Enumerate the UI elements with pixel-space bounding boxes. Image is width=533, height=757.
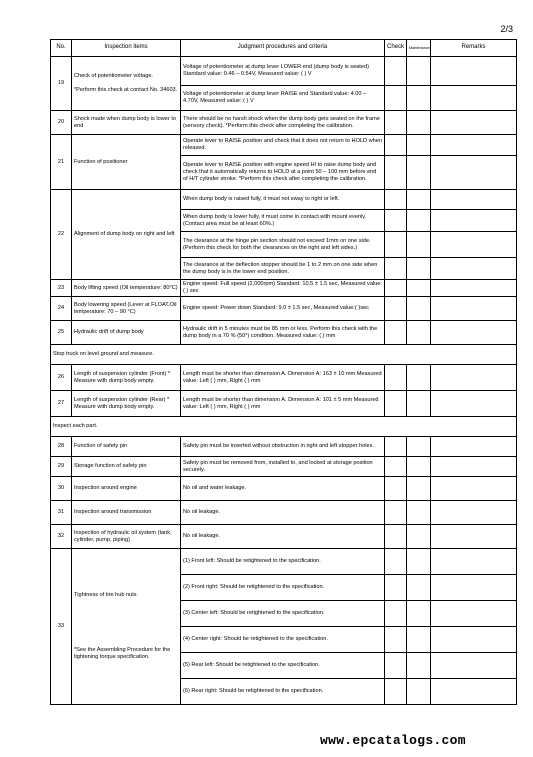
check-cell[interactable] xyxy=(385,210,407,232)
table-row xyxy=(51,525,517,549)
remarks-cell[interactable] xyxy=(431,575,517,601)
check-cell[interactable] xyxy=(385,135,407,156)
remarks-cell[interactable] xyxy=(431,232,517,258)
remarks-cell[interactable] xyxy=(431,297,517,321)
criteria-cell: (2) Front right: Should be retightened to the specification. xyxy=(181,575,385,601)
criteria-cell: No oil leakage. xyxy=(181,501,385,525)
check-cell[interactable] xyxy=(385,280,407,297)
page-number: 2/3 xyxy=(500,24,513,34)
inspection-item: Function of positioner xyxy=(72,135,181,190)
criteria-cell: Engine speed: Full speed (2,000rpm) Standard: 10.5 ± 1.5 sec, Measured value: ( ) sec xyxy=(181,280,385,297)
maintenance-cell[interactable] xyxy=(407,321,431,345)
criteria-cell: The clearance at the deflection stopper should be 1 to 2 mm on one side when the dump body is in the lower end position. xyxy=(181,258,385,280)
inspection-table xyxy=(50,39,517,705)
inspection-item: Body lifting speed (Oil temperature: 80°C) xyxy=(72,280,181,297)
table-row xyxy=(51,57,517,86)
check-cell[interactable] xyxy=(385,501,407,525)
row-number: 25 xyxy=(51,321,72,345)
header-check: Check xyxy=(385,40,407,57)
website-watermark: www.epcatalogs.com xyxy=(320,733,466,748)
maintenance-cell[interactable] xyxy=(407,111,431,135)
inspection-item: Shock made when dump body is lower to end xyxy=(72,111,181,135)
maintenance-cell[interactable] xyxy=(407,365,431,391)
table-row xyxy=(51,190,517,210)
section-heading: Inspect each part. xyxy=(51,417,517,437)
inspection-item: Alignment of dump body on right and left xyxy=(72,190,181,280)
check-cell[interactable] xyxy=(385,258,407,280)
remarks-cell[interactable] xyxy=(431,111,517,135)
maintenance-cell[interactable] xyxy=(407,86,431,111)
row-number: 23 xyxy=(51,280,72,297)
criteria-cell: Safety pin must be removed from, installed to, and locked at storage position securely. xyxy=(181,457,385,477)
criteria-cell: (4) Center right: Should be retightened to the specification. xyxy=(181,627,385,653)
remarks-cell[interactable] xyxy=(431,190,517,210)
criteria-cell: (6) Rear right: Should be retightened to the specification. xyxy=(181,679,385,705)
criteria-cell: Operate lever to RAISE position and check that it does not return to HOLD when released. xyxy=(181,135,385,156)
inspection-item: Hydraulic drift of dump body xyxy=(72,321,181,345)
check-cell[interactable] xyxy=(385,232,407,258)
inspection-item: Length of suspension cylinder (Rear) * Measure with dump body empty. xyxy=(72,391,181,417)
table-row xyxy=(51,477,517,501)
check-cell[interactable] xyxy=(385,156,407,190)
maintenance-cell[interactable] xyxy=(407,457,431,477)
check-cell[interactable] xyxy=(385,549,407,575)
criteria-cell: When dump body is raised fully, it must not sway to right or left. xyxy=(181,190,385,210)
row-number: 19 xyxy=(51,57,72,111)
criteria-cell: Length must be shorter than dimension A. Dimension A: 163 ± 10 mm Measured value: Left ( ) mm, Right ( ) mm xyxy=(181,365,385,391)
header-maintenance: Maintenance xyxy=(407,40,431,57)
remarks-cell[interactable] xyxy=(431,679,517,705)
remarks-cell[interactable] xyxy=(431,156,517,190)
header-no: No. xyxy=(51,40,72,57)
inspection-item: Tightness of tire hub nuts *See the Assembling Procedure for the tightening torque specification. xyxy=(72,549,181,705)
check-cell[interactable] xyxy=(385,57,407,86)
section-heading: Stop truck on level ground and measure. xyxy=(51,345,517,365)
check-cell[interactable] xyxy=(385,627,407,653)
maintenance-cell[interactable] xyxy=(407,57,431,86)
table-row xyxy=(51,297,517,321)
check-cell[interactable] xyxy=(385,457,407,477)
row-number: 21 xyxy=(51,135,72,190)
remarks-cell[interactable] xyxy=(431,653,517,679)
inspection-item: Inspection around engine xyxy=(72,477,181,501)
criteria-cell: (5) Rear left: Should be retightened to the specification. xyxy=(181,653,385,679)
header-remarks: Remarks xyxy=(431,40,517,57)
criteria-cell: (3) Center left: Should be retightened to the specification. xyxy=(181,601,385,627)
maintenance-cell[interactable] xyxy=(407,477,431,501)
criteria-cell: No oil and water leakage. xyxy=(181,477,385,501)
maintenance-cell[interactable] xyxy=(407,297,431,321)
remarks-cell[interactable] xyxy=(431,457,517,477)
table-row xyxy=(51,391,517,417)
check-cell[interactable] xyxy=(385,190,407,210)
remarks-cell[interactable] xyxy=(431,627,517,653)
header-items: Inspection items xyxy=(72,40,181,57)
maintenance-cell[interactable] xyxy=(407,437,431,457)
row-number: 27 xyxy=(51,391,72,417)
maintenance-cell[interactable] xyxy=(407,232,431,258)
remarks-cell[interactable] xyxy=(431,280,517,297)
remarks-cell[interactable] xyxy=(431,365,517,391)
maintenance-cell[interactable] xyxy=(407,210,431,232)
maintenance-cell[interactable] xyxy=(407,627,431,653)
row-number: 22 xyxy=(51,190,72,280)
remarks-cell[interactable] xyxy=(431,477,517,501)
check-cell[interactable] xyxy=(385,111,407,135)
row-number: 24 xyxy=(51,297,72,321)
criteria-cell: When dump body is lower fully, it must come in contact with mount evenly. (Contact area must be at least 60%.) xyxy=(181,210,385,232)
criteria-cell: Voltage of potentiometer at dump lever RAISE end Standard value: 4.00 – 4.70V, Measured value: ( ) V xyxy=(181,86,385,111)
criteria-cell: Length must be shorter than dimension A. Dimension A: 101 ± 5 mm Measured value: Left ( ) mm, Right ( ) mm xyxy=(181,391,385,417)
header-row xyxy=(51,40,517,57)
section-row xyxy=(51,345,517,365)
maintenance-cell[interactable] xyxy=(407,391,431,417)
check-cell[interactable] xyxy=(385,391,407,417)
remarks-cell[interactable] xyxy=(431,501,517,525)
remarks-cell[interactable] xyxy=(431,391,517,417)
check-cell[interactable] xyxy=(385,477,407,501)
maintenance-cell[interactable] xyxy=(407,679,431,705)
inspection-item: Inspection of hydraulic oil system (tank, cylinder, pump, piping) xyxy=(72,525,181,549)
row-number: 30 xyxy=(51,477,72,501)
maintenance-cell[interactable] xyxy=(407,280,431,297)
remarks-cell[interactable] xyxy=(431,86,517,111)
row-number: 32 xyxy=(51,525,72,549)
maintenance-cell[interactable] xyxy=(407,258,431,280)
table-row xyxy=(51,365,517,391)
maintenance-cell[interactable] xyxy=(407,156,431,190)
check-cell[interactable] xyxy=(385,653,407,679)
check-cell[interactable] xyxy=(385,321,407,345)
check-cell[interactable] xyxy=(385,575,407,601)
remarks-cell[interactable] xyxy=(431,57,517,86)
remarks-cell[interactable] xyxy=(431,437,517,457)
check-cell[interactable] xyxy=(385,297,407,321)
remarks-cell[interactable] xyxy=(431,210,517,232)
table-row xyxy=(51,501,517,525)
inspection-item: Function of safety pin xyxy=(72,437,181,457)
check-cell[interactable] xyxy=(385,601,407,627)
remarks-cell[interactable] xyxy=(431,258,517,280)
row-number: 28 xyxy=(51,437,72,457)
check-cell[interactable] xyxy=(385,437,407,457)
row-number: 26 xyxy=(51,365,72,391)
check-cell[interactable] xyxy=(385,86,407,111)
row-number: 20 xyxy=(51,111,72,135)
table-row xyxy=(51,457,517,477)
maintenance-cell[interactable] xyxy=(407,525,431,549)
table-row xyxy=(51,321,517,345)
remarks-cell[interactable] xyxy=(431,549,517,575)
table-row xyxy=(51,549,517,575)
maintenance-cell[interactable] xyxy=(407,575,431,601)
remarks-cell[interactable] xyxy=(431,135,517,156)
inspection-item: Length of suspension cylinder (Front) * Measure with dump body empty. xyxy=(72,365,181,391)
section-row xyxy=(51,417,517,437)
criteria-cell: Hydraulic drift in 5 minutes must be 85 mm or less. Perform this check with the dump body in a 70 % (50°) condition. Measured value: ( ) mm xyxy=(181,321,385,345)
table-row xyxy=(51,111,517,135)
remarks-cell[interactable] xyxy=(431,601,517,627)
inspection-item: Check of potentiometer voltage. *Perform this check at contact No. 34603. xyxy=(72,57,181,111)
row-number: 33 xyxy=(51,549,72,705)
criteria-cell: Operate lever to RAISE position with engine speed HI to raise dump body and check that it automatically returns to HOLD at a point 50 – 100 mm before end of H/T cylinder stroke. *Perform this check after completing the calibration. xyxy=(181,156,385,190)
row-number: 29 xyxy=(51,457,72,477)
check-cell[interactable] xyxy=(385,365,407,391)
criteria-cell: There should be no harsh shock when the dump body gets seated on the frame (sensory check). *Perform this check after completing the calibration. xyxy=(181,111,385,135)
maintenance-cell[interactable] xyxy=(407,601,431,627)
maintenance-cell[interactable] xyxy=(407,549,431,575)
maintenance-cell[interactable] xyxy=(407,501,431,525)
check-cell[interactable] xyxy=(385,679,407,705)
check-cell[interactable] xyxy=(385,525,407,549)
criteria-cell: The clearance at the hinge pin section should not exceed 1mm on one side. (Perform this check for both the clearances on the right and left sides.) xyxy=(181,232,385,258)
criteria-cell: No oil leakage. xyxy=(181,525,385,549)
criteria-cell: Engine speed: Power down Standard: 9.0 ± 1.5 sec, Measured value:( )sec xyxy=(181,297,385,321)
criteria-cell: Voltage of potentiometer at dump lever LOWER end (dump body is seated) Standard value: 0.46 – 0.54V, Measured value: ( ) V xyxy=(181,57,385,86)
criteria-cell: Safety pin must be inserted without obstruction in right and left stopper holes. xyxy=(181,437,385,457)
maintenance-cell[interactable] xyxy=(407,190,431,210)
header-judgment: Judgment procedures and criteria xyxy=(181,40,385,57)
inspection-item: Inspection around transmission xyxy=(72,501,181,525)
table-row xyxy=(51,135,517,156)
inspection-item: Storage function of safety pin xyxy=(72,457,181,477)
table-row xyxy=(51,437,517,457)
remarks-cell[interactable] xyxy=(431,525,517,549)
maintenance-cell[interactable] xyxy=(407,653,431,679)
maintenance-cell[interactable] xyxy=(407,135,431,156)
inspection-item: Body lowering speed (Lever at FLOAT,Oil temperature: 70 – 90 °C) xyxy=(72,297,181,321)
row-number: 31 xyxy=(51,501,72,525)
criteria-cell: (1) Front left: Should be retightened to the specification. xyxy=(181,549,385,575)
table-row xyxy=(51,280,517,297)
remarks-cell[interactable] xyxy=(431,321,517,345)
